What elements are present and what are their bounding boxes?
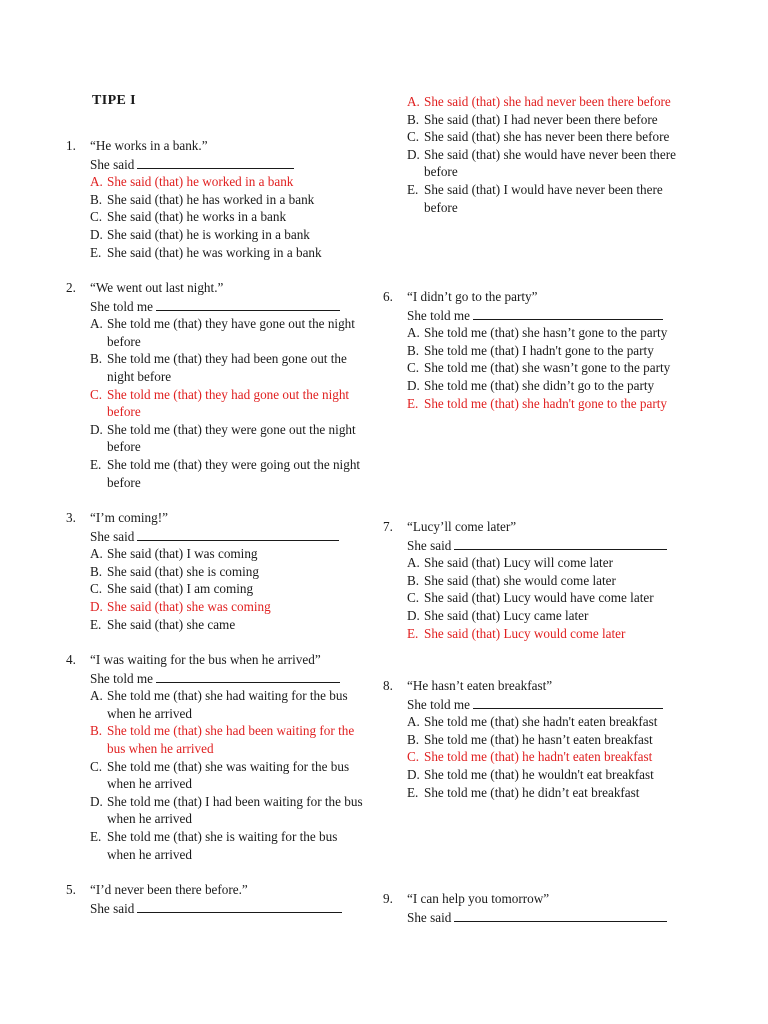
question-number: 1. <box>66 138 76 153</box>
option-b[interactable]: B. She told me (that) he hasn’t eaten breakfast <box>407 731 653 747</box>
question-number: 5. <box>66 882 76 897</box>
option-e[interactable]: E. She said (that) he was working in a bank <box>90 244 322 260</box>
question-8 <box>383 677 683 801</box>
question-9 <box>383 890 683 926</box>
question-3 <box>66 509 366 633</box>
option-d[interactable]: D. She said (that) Lucy came later <box>407 607 589 623</box>
option-d[interactable]: D. She told me (that) I had been waiting for the bus when he arrived <box>90 793 363 827</box>
option-b[interactable]: B. She said (that) he has worked in a bank <box>90 191 315 207</box>
question-1 <box>66 137 366 261</box>
question-5-options <box>383 93 683 216</box>
option-d[interactable]: D. She told me (that) they were gone out the night before <box>90 421 356 455</box>
answer-prompt: She said <box>407 909 452 925</box>
option-b[interactable]: B. She said (that) I had never been there before <box>407 111 658 127</box>
question-number: 8. <box>383 678 393 693</box>
question-number: 6. <box>383 289 393 304</box>
option-e[interactable]: E. She told me (that) she hadn't gone to the party <box>407 395 667 411</box>
answer-prompt: She said <box>90 528 135 544</box>
option-e[interactable]: E. She said (that) I would have never been there before <box>407 181 663 215</box>
answer-prompt: She said <box>407 537 452 553</box>
answer-blank[interactable] <box>137 155 294 169</box>
question-quote: “He works in a bank.” <box>90 138 208 153</box>
answer-prompt: She said <box>90 156 135 172</box>
question-quote: “I’m coming!” <box>90 510 168 525</box>
option-e[interactable]: E. She told me (that) she is waiting for the bus when he arrived <box>90 828 338 862</box>
answer-blank[interactable] <box>454 908 667 922</box>
question-4 <box>66 651 366 863</box>
answer-blank[interactable] <box>156 297 340 311</box>
option-a[interactable]: A. She said (that) he worked in a bank <box>90 174 294 190</box>
option-e[interactable]: E. She told me (that) he didn’t eat breakfast <box>407 784 640 800</box>
page-title: TIPE I <box>92 93 137 108</box>
answer-blank[interactable] <box>156 669 340 683</box>
answer-blank[interactable] <box>137 899 342 913</box>
answer-blank[interactable] <box>473 695 663 709</box>
option-a[interactable]: A. She told me (that) she hadn't eaten breakfast <box>407 714 658 730</box>
option-b[interactable]: B. She told me (that) she had been waiting for the bus when he arrived <box>90 723 355 756</box>
question-quote: “He hasn’t eaten breakfast” <box>407 678 553 693</box>
question-number: 9. <box>383 891 393 906</box>
option-c[interactable]: C. She told me (that) he hadn't eaten breakfast <box>407 749 653 765</box>
answer-prompt: She said <box>90 900 135 916</box>
option-a[interactable]: A. She said (that) Lucy will come later <box>407 555 613 571</box>
option-c[interactable]: C. She said (that) she has never been there before <box>407 129 670 145</box>
option-c[interactable]: C. She told me (that) she was waiting for the bus when he arrived <box>90 758 350 792</box>
question-quote: “I was waiting for the bus when he arrived” <box>90 652 321 667</box>
question-quote: “Lucy’ll come later” <box>407 519 517 534</box>
answer-prompt: She told me <box>407 696 471 712</box>
option-c[interactable]: C. She told me (that) they had gone out the night before <box>90 386 350 420</box>
option-a[interactable]: A. She told me (that) she had waiting for the bus when he arrived <box>90 688 348 721</box>
question-number: 2. <box>66 280 76 295</box>
option-a[interactable]: A. She said (that) she had never been there before <box>407 94 671 109</box>
question-quote: “I’d never been there before.” <box>90 882 248 897</box>
option-e[interactable]: E. She said (that) she came <box>90 616 236 632</box>
option-d[interactable]: D. She said (that) she was coming <box>90 598 271 614</box>
question-quote: “We went out last night.” <box>90 280 224 295</box>
question-2 <box>66 279 366 491</box>
question-number: 3. <box>66 510 76 525</box>
option-d[interactable]: D. She told me (that) he wouldn't eat breakfast <box>407 766 654 782</box>
option-d[interactable]: D. She told me (that) she didn’t go to the party <box>407 377 655 393</box>
option-a[interactable]: A. She told me (that) they have gone out the night before <box>90 316 355 349</box>
question-6 <box>383 288 683 412</box>
option-e[interactable]: E. She told me (that) they were going out the night before <box>90 456 361 490</box>
option-e[interactable]: E. She said (that) Lucy would come later <box>407 625 626 641</box>
question-number: 7. <box>383 519 393 534</box>
option-b[interactable]: B. She said (that) she is coming <box>90 563 259 579</box>
option-d[interactable]: D. She said (that) he is working in a bank <box>90 226 310 242</box>
question-7 <box>383 518 683 642</box>
question-number: 4. <box>66 652 76 667</box>
option-a[interactable]: A. She told me (that) she hasn’t gone to the party <box>407 325 668 341</box>
option-b[interactable]: B. She said (that) she would come later <box>407 572 616 588</box>
answer-blank[interactable] <box>137 527 339 541</box>
answer-blank[interactable] <box>454 536 667 550</box>
question-quote: “I can help you tomorrow” <box>407 891 550 906</box>
option-b[interactable]: B. She told me (that) I hadn't gone to the party <box>407 342 654 358</box>
option-b[interactable]: B. She told me (that) they had been gone out the night before <box>90 351 347 384</box>
option-d[interactable]: D. She said (that) she would have never been there before <box>407 146 676 180</box>
question-quote: “I didn’t go to the party” <box>407 289 538 304</box>
answer-prompt: She told me <box>90 670 154 686</box>
answer-prompt: She told me <box>90 298 154 314</box>
answer-prompt: She told me <box>407 307 471 323</box>
option-c[interactable]: C. She said (that) I am coming <box>90 581 254 597</box>
option-a[interactable]: A. She said (that) I was coming <box>90 546 258 562</box>
option-c[interactable]: C. She said (that) Lucy would have come later <box>407 590 654 606</box>
question-5 <box>66 881 366 917</box>
option-c[interactable]: C. She told me (that) she wasn’t gone to the party <box>407 360 671 376</box>
option-c[interactable]: C. She said (that) he works in a bank <box>90 209 287 225</box>
answer-blank[interactable] <box>473 306 663 320</box>
